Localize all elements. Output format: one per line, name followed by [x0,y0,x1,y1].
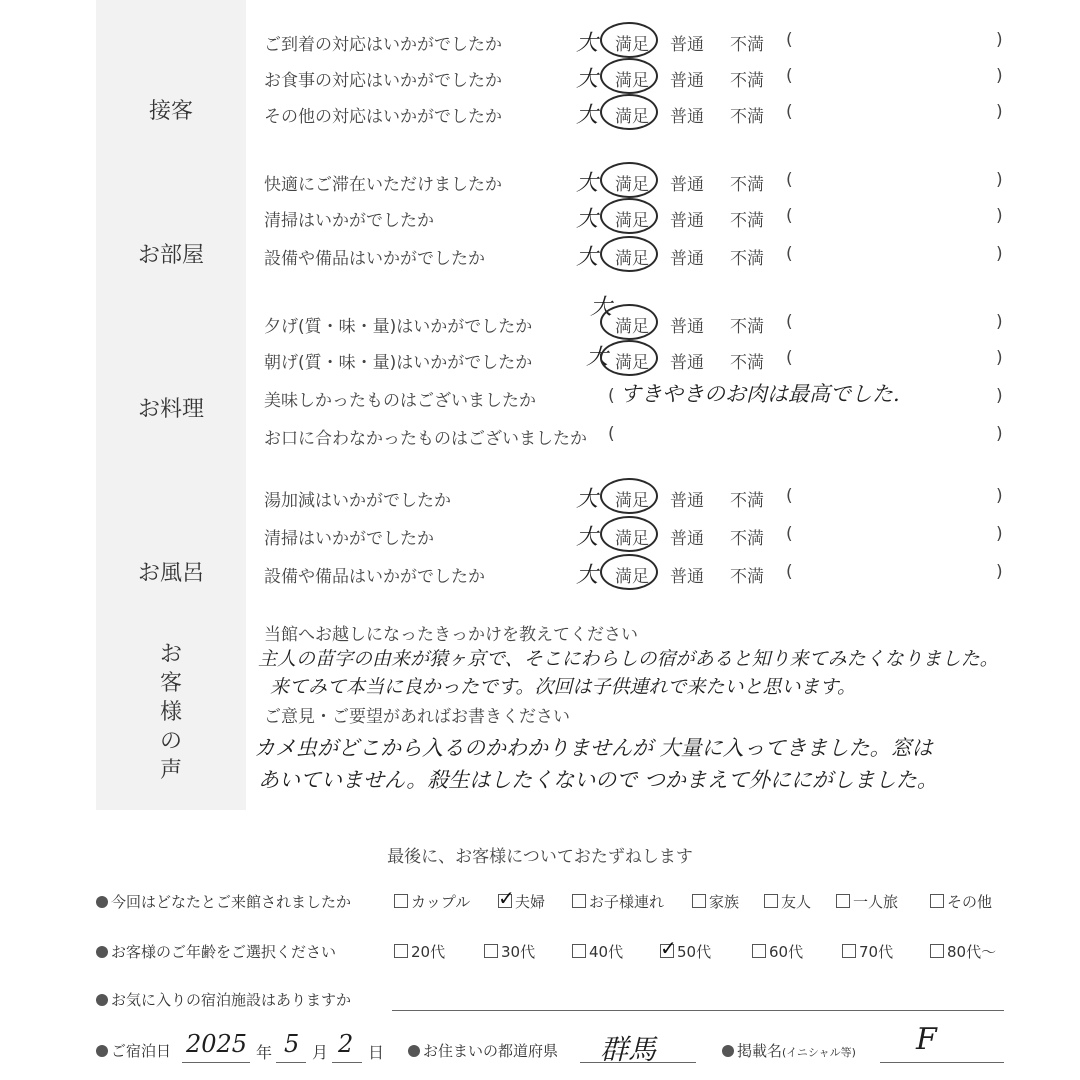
checkbox-couple[interactable] [394,891,470,912]
option-normal[interactable]: 普通 [670,317,704,337]
handwritten-answer-line: 来てみて本当に良かったです。次回は子供連れで来たいと思います。 [270,676,856,698]
checkbox-family[interactable] [692,891,739,912]
bullet-icon [96,946,108,958]
paren-close: ) [996,424,1003,444]
checkbox-label: その他 [947,893,993,911]
age-question [96,941,336,962]
bullet-icon [96,1045,108,1057]
option-satisfied[interactable]: 満足 [615,567,649,587]
paren-open: ( [608,424,615,444]
day-unit: 日 [368,1043,385,1062]
checkbox-icon[interactable] [752,944,766,958]
paren-close: ) [996,30,1003,50]
handwritten-mark: 大 [576,171,599,196]
category-meal: お料理 [137,397,204,422]
option-normal[interactable]: 普通 [670,491,704,511]
month-value: 5 [284,1030,300,1058]
favorite-lodging-field[interactable] [392,1010,1004,1011]
option-dissatisfied[interactable]: 不満 [730,317,764,337]
paren-open: ( [786,562,793,582]
question-label: 設備や備品はいかがでしたか [264,567,485,587]
checkbox-label: 夫婦 [515,893,546,911]
question-row [264,558,1014,588]
checkbox-friend[interactable] [764,891,811,912]
paren-close: ) [996,562,1003,582]
option-satisfied[interactable]: 満足 [615,353,649,373]
field-label: お住まいの都道府県 [423,1042,559,1060]
checkbox-icon[interactable] [764,894,778,908]
checkbox-label: 30代 [501,943,536,961]
month-unit: 月 [312,1043,329,1062]
question-row [264,98,1014,128]
option-dissatisfied[interactable]: 不満 [730,71,764,91]
option-satisfied[interactable]: 満足 [615,249,649,269]
checkbox-label: 一人旅 [853,893,899,911]
checkbox-label: 友人 [781,893,812,911]
paren-open: ( [786,66,793,86]
checkbox-married[interactable] [498,886,546,912]
question-label: お客様のご年齢をご選択ください [111,943,337,961]
handwritten-mark: 大 [576,67,599,92]
year-value: 2025 [186,1030,248,1058]
checkbox-icon[interactable] [572,944,586,958]
checkbox-label: お子様連れ [589,893,665,911]
checkbox-label: カップル [411,893,471,911]
question-row [264,240,1014,270]
handwritten-mark: 大 [576,563,599,588]
checkbox-icon[interactable] [930,944,944,958]
question-label: 夕げ(質・味・量)はいかがでしたか [264,317,533,337]
option-normal[interactable]: 普通 [670,211,704,231]
checkbox-label: 60代 [769,943,804,961]
checkbox-icon[interactable] [660,936,677,960]
checkbox-label: 20代 [411,943,446,961]
handwritten-mark: 大 [576,525,599,550]
option-normal[interactable]: 普通 [670,353,704,373]
field-label: 掲載名 [737,1042,783,1060]
paren-open: ( [786,244,793,264]
question-row [264,382,1014,412]
bullet-icon [96,994,108,1006]
handwritten-mark: 大 [576,245,599,270]
handwritten-mark: 大 [576,31,599,56]
bullet-icon [96,896,108,908]
option-normal[interactable]: 普通 [670,249,704,269]
checkbox-label: 40代 [589,943,624,961]
option-dissatisfied[interactable]: 不満 [730,567,764,587]
paren-open: ( [608,386,615,406]
option-dissatisfied[interactable]: 不満 [730,529,764,549]
checkbox-icon[interactable] [930,894,944,908]
handwritten-mark: 大 [590,295,613,320]
option-dissatisfied[interactable]: 不満 [730,353,764,373]
handwritten-mark: 大 [576,487,599,512]
paren-close: ) [996,486,1003,506]
paren-close: ) [996,312,1003,332]
checkmark-icon: ✓ [498,886,515,910]
checkbox-icon[interactable] [842,944,856,958]
option-dissatisfied[interactable]: 不満 [730,35,764,55]
field-sublabel: (イニシャル等) [782,1046,856,1059]
question-row [264,62,1014,92]
paren-close: ) [996,206,1003,226]
voice-char: の [159,729,182,754]
paren-close: ) [996,170,1003,190]
checkbox-solo[interactable] [836,891,898,912]
category-service: 接客 [148,99,193,124]
question-label: 美味しかったものはございましたか [264,391,536,411]
question-row [264,26,1014,56]
question-label: ご到着の対応はいかがでしたか [264,35,502,55]
checkbox-icon[interactable] [692,894,706,908]
option-dissatisfied[interactable]: 不満 [730,107,764,127]
bullet-icon [722,1045,734,1057]
question-label: 湯加減はいかがでしたか [264,491,451,511]
paren-open: ( [786,170,793,190]
checkbox-70s[interactable] [842,941,893,962]
voice-char: 様 [159,700,182,725]
bullet-icon [408,1045,420,1057]
day-field[interactable] [332,1062,362,1063]
paren-close: ) [996,386,1003,406]
publish-name-field[interactable] [880,1062,1004,1063]
paren-close: ) [996,102,1003,122]
question-row [264,202,1014,232]
field-label: ご宿泊日 [111,1042,172,1060]
option-satisfied[interactable]: 満足 [615,529,649,549]
question-row [264,166,1014,196]
question-label: 設備や備品はいかがでしたか [264,249,485,269]
checkbox-60s[interactable] [752,941,803,962]
question-row [264,420,1014,450]
checkbox-icon[interactable] [394,944,408,958]
paren-open: ( [786,486,793,506]
question-label: 清掃はいかがでしたか [264,529,434,549]
question-label: お気に入りの宿泊施設はありますか [111,991,352,1009]
question-label: その他の対応はいかがでしたか [264,107,502,127]
voice-prompt-reason: 当館へお越しになったきっかけを教えてください [264,625,638,645]
question-label: 朝げ(質・味・量)はいかがでしたか [264,353,533,373]
checkbox-icon[interactable] [394,894,408,908]
checkbox-80s[interactable] [930,941,996,962]
option-normal[interactable]: 普通 [670,567,704,587]
paren-open: ( [786,102,793,122]
handwritten-answer-line: あいていません。殺生はしたくないので つかまえて外ににがしました。 [258,768,938,792]
checkbox-50s[interactable] [660,936,712,962]
checkbox-label: 家族 [709,893,740,911]
option-normal[interactable]: 普通 [670,71,704,91]
handwritten-answer-line: 主人の苗字の由来が猿ヶ京で、そこにわらしの宿があると知り来てみたくなりました。 [258,648,999,670]
final-section-title: 最後に、お客様についておたずねします [387,847,693,867]
option-satisfied[interactable]: 満足 [615,317,649,337]
option-dissatisfied[interactable]: 不満 [730,491,764,511]
checkbox-30s[interactable] [484,941,535,962]
day-value: 2 [338,1030,354,1058]
voice-char: 声 [159,758,182,783]
checkbox-icon[interactable] [498,886,515,910]
paren-open: ( [786,524,793,544]
option-normal[interactable]: 普通 [670,175,704,195]
option-satisfied[interactable]: 満足 [615,71,649,91]
handwritten-mark: 大 [576,207,599,232]
question-label: お食事の対応はいかがでしたか [264,71,502,91]
option-satisfied[interactable]: 満足 [615,491,649,511]
category-voice [96,640,246,785]
favorite-lodging-question [96,989,351,1010]
option-dissatisfied[interactable]: 不満 [730,249,764,269]
checkbox-icon[interactable] [572,894,586,908]
paren-open: ( [786,206,793,226]
option-dissatisfied[interactable]: 不満 [730,211,764,231]
question-row [264,520,1014,550]
option-normal[interactable]: 普通 [670,35,704,55]
option-normal[interactable]: 普通 [670,529,704,549]
publish-name-value: F [916,1022,937,1057]
category-bath: お風呂 [137,561,204,586]
publish-name-label [722,1040,856,1061]
companion-question [96,891,351,912]
checkbox-other[interactable] [930,891,992,912]
voice-char: お [159,642,182,667]
paren-open: ( [786,312,793,332]
paren-close: ) [996,348,1003,368]
year-unit: 年 [256,1043,273,1062]
paren-open: ( [786,348,793,368]
checkbox-icon[interactable] [836,894,850,908]
handwritten-mark: 大 [586,345,609,370]
checkbox-label: 70代 [859,943,894,961]
option-dissatisfied[interactable]: 不満 [730,175,764,195]
checkbox-label: 50代 [677,943,712,961]
handwritten-answer-line: カメ虫がどこから入るのかわかりませんが 大量に入ってきました。窓は [254,736,933,760]
paren-close: ) [996,524,1003,544]
question-row [264,482,1014,512]
question-label: お口に合わなかったものはございましたか [264,429,587,449]
voice-prompt-opinion: ご意見・ご要望があればお書きください [264,707,570,727]
category-room: お部屋 [137,243,204,268]
handwritten-mark: 大 [576,103,599,128]
handwritten-answer: すきやきのお肉は最高でした. [620,382,900,406]
option-satisfied[interactable]: 満足 [615,211,649,231]
prefecture-label [408,1040,558,1061]
prefecture-value: 群馬 [600,1033,657,1066]
paren-close: ) [996,244,1003,264]
checkmark-icon: ✓ [660,936,677,960]
question-label: 今回はどなたとご来館されましたか [111,893,352,911]
checkbox-with-kids[interactable] [572,891,664,912]
checkbox-icon[interactable] [484,944,498,958]
year-field[interactable] [182,1062,250,1063]
question-label: 快適にご滞在いただけましたか [264,175,502,195]
option-satisfied[interactable]: 満足 [615,107,649,127]
option-satisfied[interactable]: 満足 [615,175,649,195]
question-row [264,295,1014,338]
option-satisfied[interactable]: 満足 [615,35,649,55]
month-field[interactable] [276,1062,306,1063]
voice-char: 客 [159,671,182,696]
checkbox-40s[interactable] [572,941,623,962]
paren-close: ) [996,66,1003,86]
checkbox-20s[interactable] [394,941,445,962]
stay-date-label [96,1040,171,1061]
question-label: 清掃はいかがでしたか [264,211,434,231]
option-normal[interactable]: 普通 [670,107,704,127]
paren-open: ( [786,30,793,50]
checkbox-label: 80代〜 [947,943,997,961]
question-row [264,344,1014,374]
